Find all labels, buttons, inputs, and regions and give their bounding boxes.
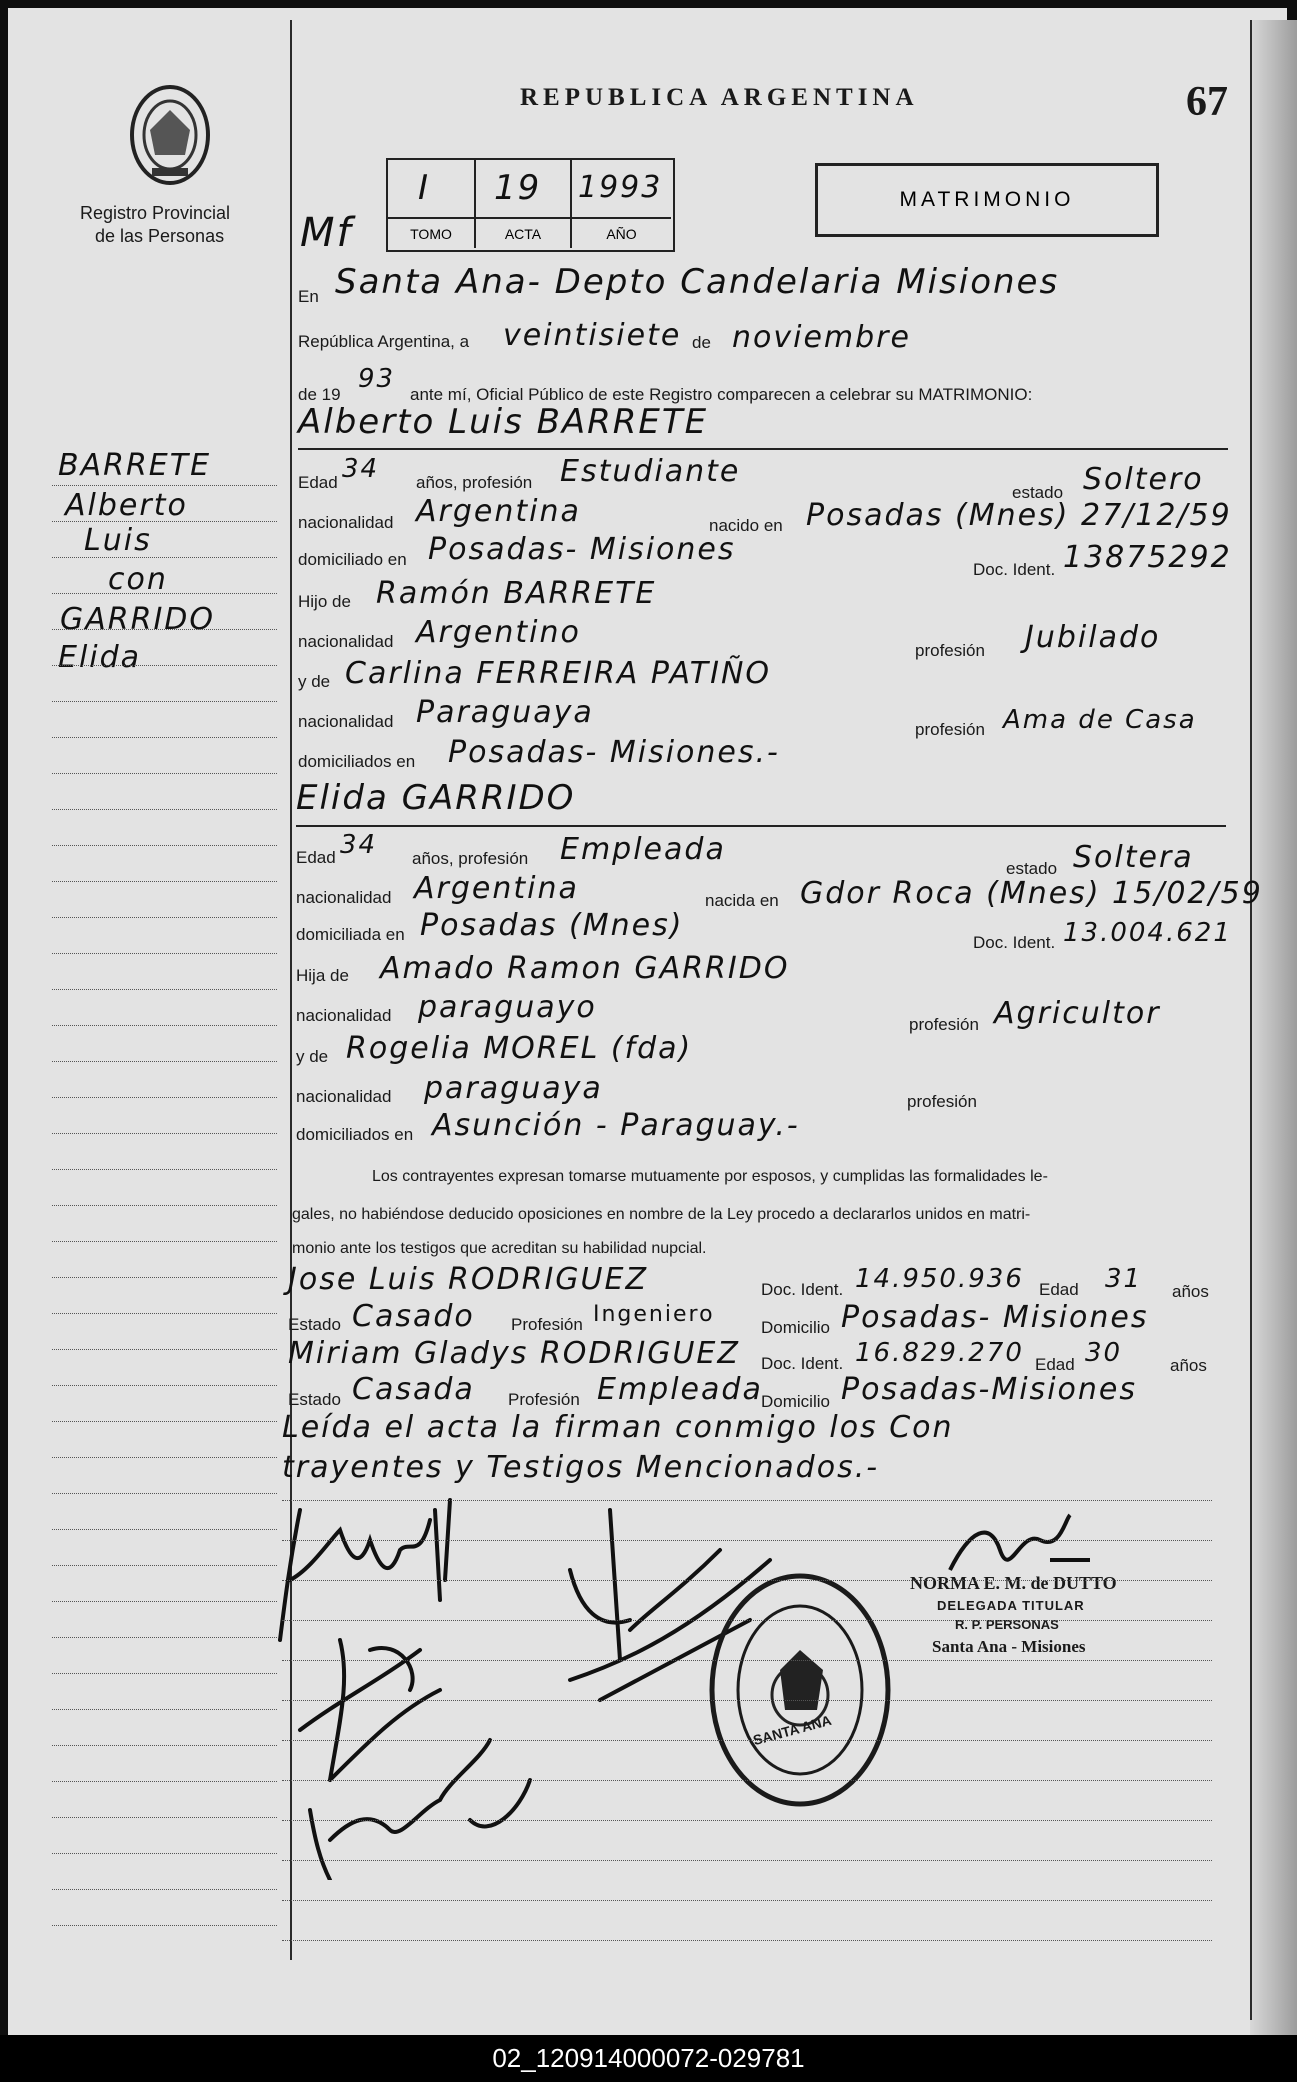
main-ruled-line: [282, 1740, 1212, 1741]
margin-ruled-line: [52, 1817, 277, 1818]
margin-ruled-line: [52, 1709, 277, 1710]
main-ruled-line: [282, 1820, 1212, 1821]
groom-profession: Estudiante: [560, 454, 741, 489]
groom-mother-profession: Ama de Casa: [1003, 705, 1197, 735]
main-ruled-line: [282, 1700, 1212, 1701]
groom-status: Soltero: [1083, 462, 1204, 497]
registry-oval-seal: [705, 1570, 895, 1810]
bride-doc-label: Doc. Ident.: [973, 933, 1056, 952]
groom-parents-dom-label: domiciliados en: [298, 752, 416, 771]
witness-1-age: 31: [1105, 1264, 1143, 1294]
official-initials: Mf: [300, 210, 353, 256]
witness-1-signature: [300, 1640, 440, 1780]
margin-ruled-line: [52, 1313, 277, 1314]
bride-signature: [310, 1740, 530, 1880]
country-title: REPUBLICA ARGENTINA: [520, 84, 919, 111]
witness-2-profesion-label: Profesión: [508, 1390, 580, 1409]
bride-father: Amado Ramon GARRIDO: [380, 951, 790, 986]
margin-ruled-line: [52, 557, 277, 558]
main-ruled-line: [282, 1900, 1212, 1901]
margin-ruled-line: [52, 989, 277, 990]
anio-label: AÑO: [572, 217, 671, 250]
bride-yde-label: y de: [296, 1047, 329, 1066]
groom-father-nat-label: nacionalidad: [298, 632, 394, 651]
official-stamp-line3: R. P. PERSONAS: [955, 1617, 1059, 1632]
groom-edad-label: Edad: [298, 473, 338, 492]
year-suffix: 93: [358, 364, 396, 394]
registry-name-line1: Registro Provincial: [80, 203, 231, 223]
bride-profesion-label: años, profesión: [412, 849, 529, 868]
margin-ruled-line: [52, 1745, 277, 1746]
witness-1-doc-label: Doc. Ident.: [761, 1280, 844, 1299]
acta-value: 19: [494, 168, 542, 208]
witness-1-doc: 14.950.936: [855, 1264, 1024, 1294]
groom-father-prof-label: profesión: [915, 641, 985, 660]
witness-1-domicilio-label: Domicilio: [761, 1318, 830, 1337]
name-underline: [298, 448, 1228, 450]
registry-name-line2: de las Personas: [95, 226, 225, 246]
groom-mother-nat-label: nacionalidad: [298, 712, 394, 731]
official-stamp-line2: DELEGADA TITULAR: [937, 1598, 1085, 1613]
margin-name-line: GARRIDO: [60, 602, 216, 637]
tomo-label: TOMO: [388, 217, 474, 250]
acta-cell: [476, 160, 572, 248]
bride-estado-label: estado: [1006, 859, 1058, 878]
ceremony-place: Santa Ana- Depto Candelaria Misiones: [335, 262, 1060, 302]
witness-1-domicile: Posadas- Misiones: [841, 1300, 1149, 1335]
margin-ruled-line: [52, 593, 277, 594]
margin-ruled-line: [52, 1097, 277, 1098]
margin-ruled-line: [52, 845, 277, 846]
groom-hijo-label: Hijo de: [298, 592, 351, 611]
bride-mother-prof-label: profesión: [907, 1092, 977, 1111]
witness-1-status: Casado: [352, 1299, 475, 1334]
de-label: de: [692, 333, 711, 352]
witness-2-domicile: Posadas-Misiones: [841, 1372, 1137, 1407]
margin-ruled-line: [52, 1025, 277, 1026]
groom-yde-label: y de: [298, 672, 331, 691]
margin-ruled-line: [52, 701, 277, 702]
groom-full-name: Alberto Luis BARRETE: [298, 402, 709, 442]
groom-domicilio-label: domiciliado en: [298, 550, 407, 569]
anio-value: 1993: [578, 170, 663, 205]
tomo-value: I: [418, 168, 431, 208]
record-number-box: [386, 158, 675, 252]
bride-birth: Gdor Roca (Mnes) 15/02/59: [800, 876, 1263, 911]
bride-profession: Empleada: [560, 832, 726, 867]
bride-edad-label: Edad: [296, 848, 336, 867]
margin-ruled-line: [52, 1349, 277, 1350]
groom-father-nationality: Argentino: [416, 615, 581, 650]
groom-profesion-label: años, profesión: [416, 473, 533, 492]
bride-domicilio-label: domiciliada en: [296, 925, 405, 944]
bride-parents-dom-label: domiciliados en: [296, 1125, 414, 1144]
document-type-box: MATRIMONIO: [815, 163, 1159, 237]
margin-name-line: Elida: [58, 640, 142, 675]
margin-ruled-line: [52, 1277, 277, 1278]
bride-mother-nationality: paraguaya: [424, 1071, 603, 1106]
witness-1-estado-label: Estado: [288, 1315, 341, 1334]
declaration-line-2: gales, no habiéndose deducido oposiciones en nombre de la Ley procedo a declararlos unidos en matri-: [292, 1206, 1031, 1223]
margin-name-line: Alberto: [65, 488, 188, 523]
seal-inner-text: SANTA ANA: [751, 1711, 834, 1749]
groom-signature: [280, 1500, 450, 1640]
declaration-line-1: Los contrayentes expresan tomarse mutuamente por esposos, y cumplidas las formalidades le-: [372, 1168, 1048, 1185]
acta-label: ACTA: [476, 217, 570, 250]
main-ruled-line: [282, 1660, 1212, 1661]
margin-ruled-line: [52, 665, 277, 666]
bride-parents-domicile: Asunción - Paraguay.-: [432, 1108, 800, 1143]
bride-domicile: Posadas (Mnes): [420, 908, 684, 943]
bride-father-prof-label: profesión: [909, 1015, 979, 1034]
groom-father-profession: Jubilado: [1025, 620, 1161, 655]
groom-doc-label: Doc. Ident.: [973, 560, 1056, 579]
groom-age: 34: [342, 454, 380, 484]
margin-ruled-line: [52, 917, 277, 918]
groom-nacionalidad-label: nacionalidad: [298, 513, 394, 532]
witness-1-edad-label: Edad: [1039, 1280, 1079, 1299]
ceremony-day: veintisiete: [503, 318, 682, 353]
margin-ruled-line: [52, 1889, 277, 1890]
en-label: En: [298, 287, 319, 306]
margin-ruled-line: [52, 953, 277, 954]
margin-ruled-line: [52, 1673, 277, 1674]
bride-nationality: Argentina: [414, 871, 579, 906]
groom-mother-nationality: Paraguaya: [416, 695, 594, 730]
margin-ruled-line: [52, 1205, 277, 1206]
margin-ruled-line: [52, 1421, 277, 1422]
groom-nationality: Argentina: [416, 494, 581, 529]
bride-nacionalidad-label: nacionalidad: [296, 888, 392, 907]
margin-ruled-line: [52, 1781, 277, 1782]
witness-2-estado-label: Estado: [288, 1390, 341, 1409]
bride-age: 34: [340, 830, 378, 860]
margin-name-line: Luis: [84, 523, 152, 558]
margin-ruled-line: [52, 485, 277, 486]
margin-name-line: con: [108, 562, 168, 597]
margin-ruled-line: [52, 1241, 277, 1242]
bride-mother-nat-label: nacionalidad: [296, 1087, 392, 1106]
official-stamp-line1: NORMA E. M. de DUTTO: [910, 1573, 1117, 1593]
groom-estado-label: estado: [1012, 483, 1064, 502]
bride-father-nationality: paraguayo: [418, 990, 597, 1025]
margin-name-line: BARRETE: [58, 448, 212, 483]
official-stamp-line4: Santa Ana - Misiones: [932, 1637, 1086, 1656]
witness-2-name: Miriam Gladys RODRIGUEZ: [288, 1336, 740, 1371]
margin-ruled-line: [52, 1133, 277, 1134]
witness-2-anos-label: años: [1170, 1356, 1207, 1375]
witness-1-name: Jose Luis RODRIGUEZ: [288, 1262, 649, 1297]
margin-ruled-line: [52, 809, 277, 810]
margin-ruled-line: [52, 1925, 277, 1926]
bride-father-nat-label: nacionalidad: [296, 1006, 392, 1025]
bride-full-name: Elida GARRIDO: [296, 778, 576, 818]
groom-birth: Posadas (Mnes) 27/12/59: [806, 498, 1232, 533]
republica-label: República Argentina, a: [298, 332, 470, 351]
margin-ruled-line: [52, 1385, 277, 1386]
witness-2-edad-label: Edad: [1035, 1355, 1075, 1374]
margin-ruled-line: [52, 1493, 277, 1494]
groom-father: Ramón BARRETE: [376, 576, 657, 611]
margin-ruled-line: [52, 1061, 277, 1062]
main-ruled-line: [282, 1780, 1212, 1781]
main-ruled-line: [282, 1940, 1212, 1941]
witness-2-doc: 16.829.270: [855, 1338, 1024, 1368]
scan-caption: 02_120914000072-029781: [0, 2035, 1297, 2082]
bride-father-profession: Agricultor: [994, 996, 1161, 1031]
bride-status: Soltera: [1073, 840, 1194, 875]
margin-ruled-line: [52, 773, 277, 774]
tomo-cell: [388, 160, 476, 248]
ceremony-month: noviembre: [732, 320, 911, 355]
witness-1-profession: Ingeniero: [593, 1302, 715, 1327]
margin-ruled-line: [52, 737, 277, 738]
margin-ruled-line: [52, 1853, 277, 1854]
groom-mother-prof-label: profesión: [915, 720, 985, 739]
witness-1-anos-label: años: [1172, 1282, 1209, 1301]
closing-line-1: Leída el acta la firman conmigo los Con: [282, 1410, 954, 1445]
margin-ruled-line: [52, 521, 277, 522]
margin-ruled-line: [52, 1601, 277, 1602]
main-ruled-line: [282, 1620, 1212, 1621]
name-underline: [296, 825, 1226, 827]
margin-ruled-line: [52, 1169, 277, 1170]
bride-mother: Rogelia MOREL (fda): [346, 1031, 693, 1066]
margin-ruled-line: [52, 629, 277, 630]
main-ruled-line: [282, 1580, 1212, 1581]
witness-2-doc-label: Doc. Ident.: [761, 1354, 844, 1373]
witness-2-domicilio-label: Domicilio: [761, 1392, 830, 1411]
page-number: 67: [1186, 79, 1228, 125]
intro-statement: ante mí, Oficial Público de este Registro comparecen a celebrar su MATRIMONIO:: [410, 385, 1033, 404]
year-prefix: de 19: [298, 385, 341, 404]
right-border-line: [1250, 20, 1252, 2020]
page-edge-shadow: [1250, 20, 1297, 2035]
anio-cell: [572, 160, 671, 248]
groom-mother: Carlina FERREIRA PATIÑO: [345, 656, 772, 691]
main-ruled-line: [282, 1540, 1212, 1541]
witness-2-status: Casada: [352, 1372, 475, 1407]
margin-ruled-line: [52, 1565, 277, 1566]
declaration-line-3: monio ante los testigos que acreditan su habilidad nupcial.: [292, 1240, 707, 1257]
groom-domicile: Posadas- Misiones: [428, 532, 736, 567]
margin-ruled-line: [52, 881, 277, 882]
bride-hija-label: Hija de: [296, 966, 349, 985]
provincial-seal-icon: [120, 80, 220, 190]
groom-parents-domicile: Posadas- Misiones.-: [448, 735, 780, 770]
main-ruled-line: [282, 1860, 1212, 1861]
margin-ruled-line: [52, 1637, 277, 1638]
bride-nacida-label: nacida en: [705, 891, 779, 910]
witness-2-profession: Empleada: [597, 1372, 763, 1407]
main-ruled-line: [282, 1500, 1212, 1501]
bride-doc-number: 13.004.621: [1063, 918, 1232, 948]
margin-ruled-line: [52, 1457, 277, 1458]
margin-ruled-line: [52, 1529, 277, 1530]
groom-nacido-label: nacido en: [709, 516, 783, 535]
closing-line-2: trayentes y Testigos Mencionados.-: [282, 1450, 880, 1485]
witness-1-profesion-label: Profesión: [511, 1315, 583, 1334]
witness-2-age: 30: [1085, 1338, 1123, 1368]
groom-doc-number: 13875292: [1063, 540, 1232, 575]
